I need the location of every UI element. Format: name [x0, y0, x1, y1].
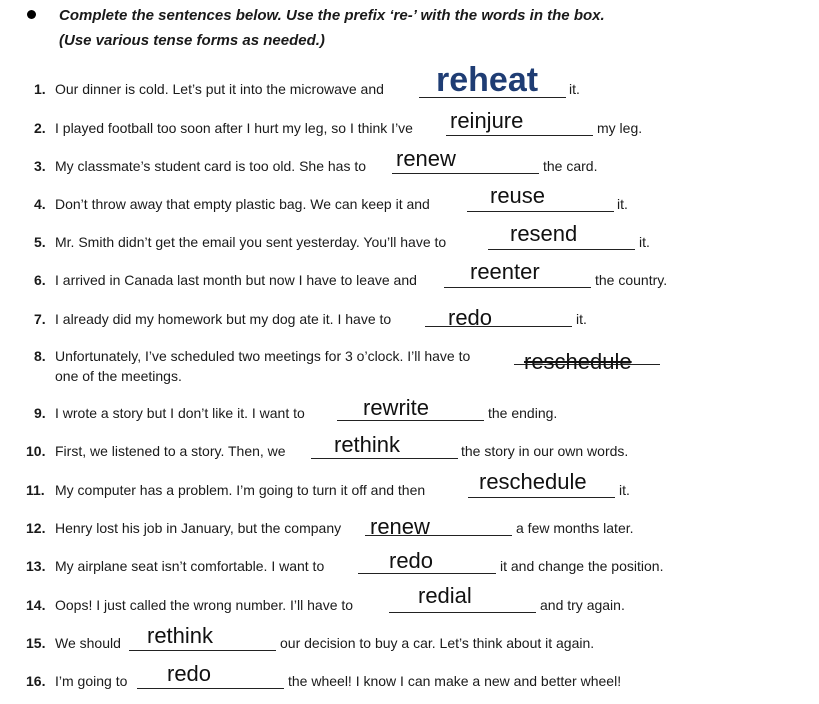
- question-text-after: it.: [639, 234, 650, 250]
- answer-text: redial: [418, 583, 472, 608]
- question-text-after: it.: [569, 81, 580, 97]
- question-text-before: I wrote a story but I don’t like it. I want to: [55, 405, 305, 421]
- answer-blank[interactable]: [468, 497, 615, 498]
- question-text-after: and try again.: [540, 597, 625, 613]
- answer-blank[interactable]: [488, 249, 635, 250]
- answer-blank[interactable]: [311, 458, 458, 459]
- question-number: 7.: [34, 311, 46, 327]
- answer-text: renew: [370, 514, 430, 539]
- answer-text: redo: [389, 548, 434, 573]
- answer-text: redo: [448, 305, 493, 330]
- answer-text: reuse: [490, 183, 546, 208]
- question-text-before: My airplane seat isn’t comfortable. I want to: [55, 558, 325, 574]
- question-number: 9.: [34, 405, 46, 421]
- question-text-after: the story in our own words.: [461, 443, 629, 459]
- question-text-before: I already did my homework but my dog ate it. I have to: [55, 311, 392, 327]
- question-text-after: our decision to buy a car. Let’s think about it again.: [280, 635, 595, 651]
- question-number: 11.: [26, 482, 45, 498]
- question-number: 1.: [34, 81, 46, 97]
- question-text-before: Unfortunately, I’ve scheduled two meetings for 3 o’clock. I’ll have to: [55, 348, 471, 364]
- question-number: 16.: [26, 673, 46, 689]
- question-text-after: it.: [576, 311, 587, 327]
- question-number: 10.: [26, 443, 46, 459]
- question-text-after: the card.: [543, 158, 598, 174]
- answer-blank[interactable]: [129, 650, 276, 651]
- question-text-before: I played football too soon after I hurt my leg, so I think I’ve: [55, 120, 413, 136]
- question-number: 13.: [26, 558, 46, 574]
- answer-blank[interactable]: [337, 420, 484, 421]
- question-text-before: My classmate’s student card is too old. She has to: [55, 158, 367, 174]
- question-text-before: Don’t throw away that empty plastic bag. We can keep it and: [55, 196, 430, 212]
- question-text-before: First, we listened to a story. Then, we: [55, 443, 286, 459]
- answer-text: reschedule: [524, 349, 632, 374]
- question-text-before: Oops! I just called the wrong number. I’ll have to: [55, 597, 354, 613]
- answer-blank[interactable]: [389, 612, 536, 613]
- question-number: 4.: [34, 196, 46, 212]
- question-text-before: I’m going to: [55, 673, 128, 689]
- answer-blank[interactable]: [392, 173, 539, 174]
- answer-blank[interactable]: [467, 211, 614, 212]
- answer-blank[interactable]: [137, 688, 284, 689]
- question-number: 6.: [34, 272, 46, 288]
- answer-blank[interactable]: [446, 135, 593, 136]
- question-text-after: it.: [617, 196, 628, 212]
- answer-text: reschedule: [479, 469, 587, 494]
- question-text-after: one of the meetings.: [55, 368, 182, 384]
- question-text-after: the country.: [595, 272, 668, 288]
- answer-text: reenter: [470, 259, 540, 284]
- question-text-before: Our dinner is cold. Let’s put it into the microwave and: [55, 81, 384, 97]
- answer-text: rethink: [334, 432, 401, 457]
- question-text-before: My computer has a problem. I’m going to turn it off and then: [55, 482, 426, 498]
- question-number: 5.: [34, 234, 46, 250]
- answer-text: resend: [510, 221, 578, 246]
- answer-text: renew: [396, 146, 456, 171]
- question-text-after: it and change the position.: [500, 558, 664, 574]
- question-text-after: the wheel! I know I can make a new and better wheel!: [288, 673, 622, 689]
- question-number: 12.: [26, 520, 46, 536]
- question-text-after: a few months later.: [516, 520, 634, 536]
- question-text-after: the ending.: [488, 405, 558, 421]
- question-number: 3.: [34, 158, 46, 174]
- question-number: 2.: [34, 120, 46, 136]
- instructions-line-2: (Use various tense forms as needed.): [59, 32, 325, 49]
- question-text-before: Mr. Smith didn’t get the email you sent yesterday. You’ll have to: [55, 234, 447, 250]
- answer-text: redo: [167, 661, 212, 686]
- question-number: 8.: [34, 348, 46, 364]
- answer-text: rewrite: [363, 395, 430, 420]
- question-text-after: my leg.: [597, 120, 643, 136]
- question-text-before: We should: [55, 635, 121, 651]
- answer-text: reheat: [436, 61, 539, 99]
- answer-text: reinjure: [450, 108, 524, 133]
- question-text-after: it.: [619, 482, 630, 498]
- answer-blank[interactable]: [358, 573, 496, 574]
- answer-text: rethink: [147, 623, 214, 648]
- instructions-line-1: Complete the sentences below. Use the prefix ‘re-’ with the words in the box.: [59, 7, 605, 24]
- question-text-before: I arrived in Canada last month but now I have to leave and: [55, 272, 417, 288]
- question-number: 15.: [26, 635, 46, 651]
- question-text-before: Henry lost his job in January, but the company: [55, 520, 342, 536]
- answer-blank[interactable]: [444, 287, 591, 288]
- bullet-icon: [27, 10, 36, 19]
- question-number: 14.: [26, 597, 46, 613]
